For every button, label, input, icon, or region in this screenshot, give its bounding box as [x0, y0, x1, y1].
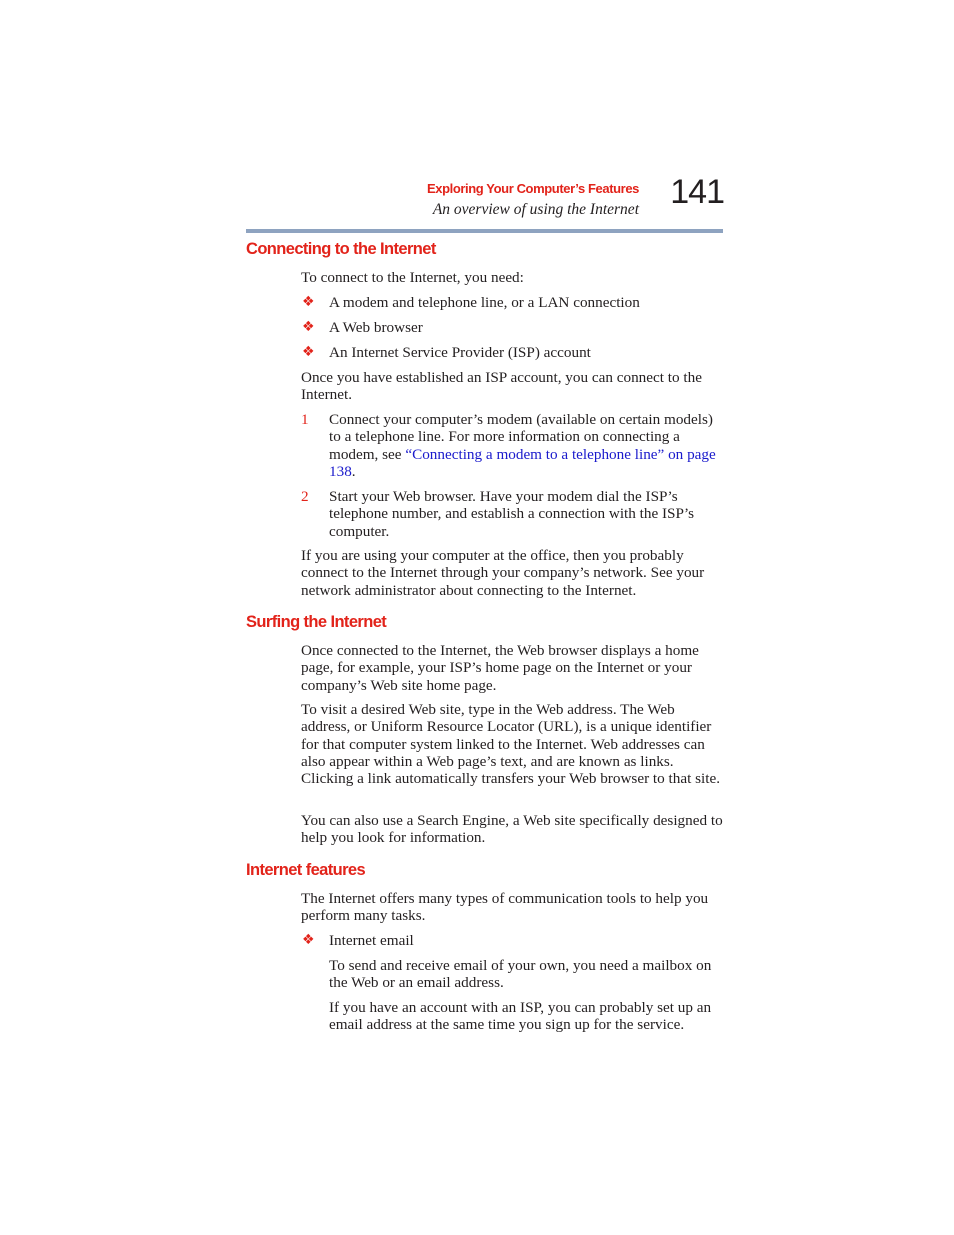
heading-connecting: Connecting to the Internet — [246, 240, 436, 258]
list-item: Internet email — [329, 932, 414, 949]
connecting-after-bullets: Once you have established an ISP account, you can connect to the Internet. — [301, 369, 702, 404]
features-sub-paragraph: To send and receive email of your own, you need a mailbox on the Web or an email address. — [329, 957, 712, 992]
list-item: A Web browser — [329, 319, 423, 336]
connecting-office-note: If you are using your computer at the office, then you probably connect to the Internet through your company’s network. See your network administrator about connecting to the Internet. — [301, 547, 705, 599]
heading-surfing: Surfing the Internet — [246, 613, 387, 631]
surfing-paragraph: Once connected to the Internet, the Web browser displays a home page, for example, your ISP’s home page on the Internet or your company’s Web site home page. — [301, 642, 699, 694]
features-sub-paragraph: If you have an account with an ISP, you can probably set up an email address at the same time you sign up for the service. — [329, 999, 712, 1034]
bullet-diamond-icon: ❖ — [302, 319, 315, 335]
step-number: 2 — [301, 488, 309, 505]
step-text — [329, 411, 725, 480]
heading-features: Internet features — [246, 861, 366, 879]
step-text-before: Connect your computer’s modem (available on certain models) to a telephone line. For more information on connecting a modem, see — [329, 411, 713, 463]
running-header-section: An overview of using the Internet — [432, 201, 639, 218]
header-rule — [246, 229, 723, 233]
list-item: An Internet Service Provider (ISP) account — [329, 344, 591, 361]
step-text: Start your Web browser. Have your modem dial the ISP’s telephone number, and establish a connection with the ISP’s computer. — [329, 488, 695, 540]
page-number: 141 — [670, 173, 724, 211]
bullet-diamond-icon: ❖ — [302, 344, 315, 360]
features-intro: The Internet offers many types of communication tools to help you perform many tasks. — [301, 890, 709, 925]
connecting-intro: To connect to the Internet, you need: — [301, 269, 524, 286]
step-number: 1 — [301, 411, 309, 428]
list-item: A modem and telephone line, or a LAN connection — [329, 294, 640, 311]
running-header-chapter: Exploring Your Computer’s Features — [426, 181, 639, 196]
surfing-paragraph: To visit a desired Web site, type in the Web address. The Web address, or Uniform Resource Locator (URL), is a unique identifier for that computer system linked to the Internet. Web addresses can also appear within a Web page’s text, and are known as links. Clicking a link automatically transfers your Web browser to that site. — [301, 701, 721, 788]
cross-reference-link[interactable]: “Connecting a modem to a telephone line” on page 138 — [329, 445, 716, 480]
step-text-after: . — [351, 462, 356, 480]
bullet-diamond-icon: ❖ — [302, 932, 315, 948]
bullet-diamond-icon: ❖ — [302, 294, 315, 310]
surfing-paragraph: You can also use a Search Engine, a Web site specifically designed to help you look for information. — [301, 812, 723, 847]
